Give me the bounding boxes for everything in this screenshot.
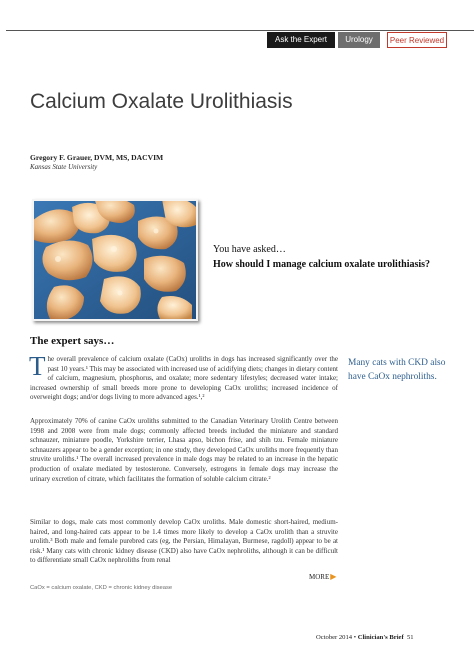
abbreviation-footnote: CaOx = calcium oxalate, CKD = chronic kidney disease xyxy=(30,585,173,591)
page-number: 51 xyxy=(406,634,414,641)
footer-date: October 2014 xyxy=(316,634,353,641)
question-intro: You have asked… xyxy=(213,244,286,255)
footer-separator: • xyxy=(352,634,358,641)
tag-ask-the-expert: Ask the Expert xyxy=(267,32,335,48)
tag-peer-reviewed: Peer Reviewed xyxy=(387,32,447,48)
drop-cap: T xyxy=(29,351,46,381)
tag-urology: Urology xyxy=(338,32,380,48)
question-text: How should I manage calcium oxalate urolithiasis? xyxy=(213,259,431,270)
article-title: Calcium Oxalate Urolithiasis xyxy=(30,90,293,113)
body-paragraph-2: Approximately 70% of canine CaOx uroliths submitted to the Canadian Veterinary Urolith Centre between 1998 and 2008 were from male dogs; commonly affected breeds included the miniature and standard schnauzer, miniature poodle, Yorkshire terrier, Lhasa apso, bichon frise, and shih tzu. Female miniature schnauzers appear to be a gender exception; in one study, they developed CaOx uroliths more frequently than struvite uroliths.¹ The overall increased prevalence in male dogs may be related to an increase in the hepatic production of oxalate mediated by testosterone. Conversely, estrogens in female dogs may increase the urinary excretion of citrate, which facilitates the formation of soluble calcium citrate.² xyxy=(30,417,338,483)
urolith-illustration xyxy=(34,201,196,319)
pull-quote: Many cats with CKD also have CaOx nephroliths. xyxy=(348,358,446,382)
author-name: Gregory F. Grauer, DVM, MS, DACVIM xyxy=(30,153,164,162)
paragraph-1-text: he overall prevalence of calcium oxalate (CaOx) uroliths in dogs has increased significantly over the past 10 years.¹ This may be associated with increased use of acidifying diets; changes in dietary content of calcium, magnesium, phosphorus, and oxalate; more sedentary lifestyles; decreased water intake; increased ownership of small breeds more prone to developing CaOx uroliths; increased incidence of overweight dogs; and/or dogs living to more advanced ages.¹,² xyxy=(30,355,338,402)
body-paragraph-3: Similar to dogs, male cats most commonly develop CaOx uroliths. Male domestic short-haired, medium-haired, and long-haired cats appear to be 1.4 times more likely to develop a CaOx urolith than a struvite urolith.³ Both male and female purebred cats (eg, the Persian, Himalayan, Burmese, ragdoll) appear to be at risk.¹ Many cats with chronic kidney disease (CKD) also have CaOx nephroliths, although it can be difficult to differentiate small CaOx nephroliths from renal xyxy=(30,518,338,565)
expert-heading: The expert says… xyxy=(30,335,115,347)
author-affiliation: Kansas State University xyxy=(30,163,98,171)
footer-publication: Clinician's Brief xyxy=(357,634,404,641)
triangle-right-icon: ▶ xyxy=(330,572,337,581)
urolith-photo xyxy=(32,199,198,321)
body-paragraph-1 xyxy=(29,351,338,403)
header-rule xyxy=(6,30,474,31)
more-label: MORE xyxy=(309,572,330,581)
more-link[interactable] xyxy=(309,572,336,581)
page-footer xyxy=(316,634,414,641)
